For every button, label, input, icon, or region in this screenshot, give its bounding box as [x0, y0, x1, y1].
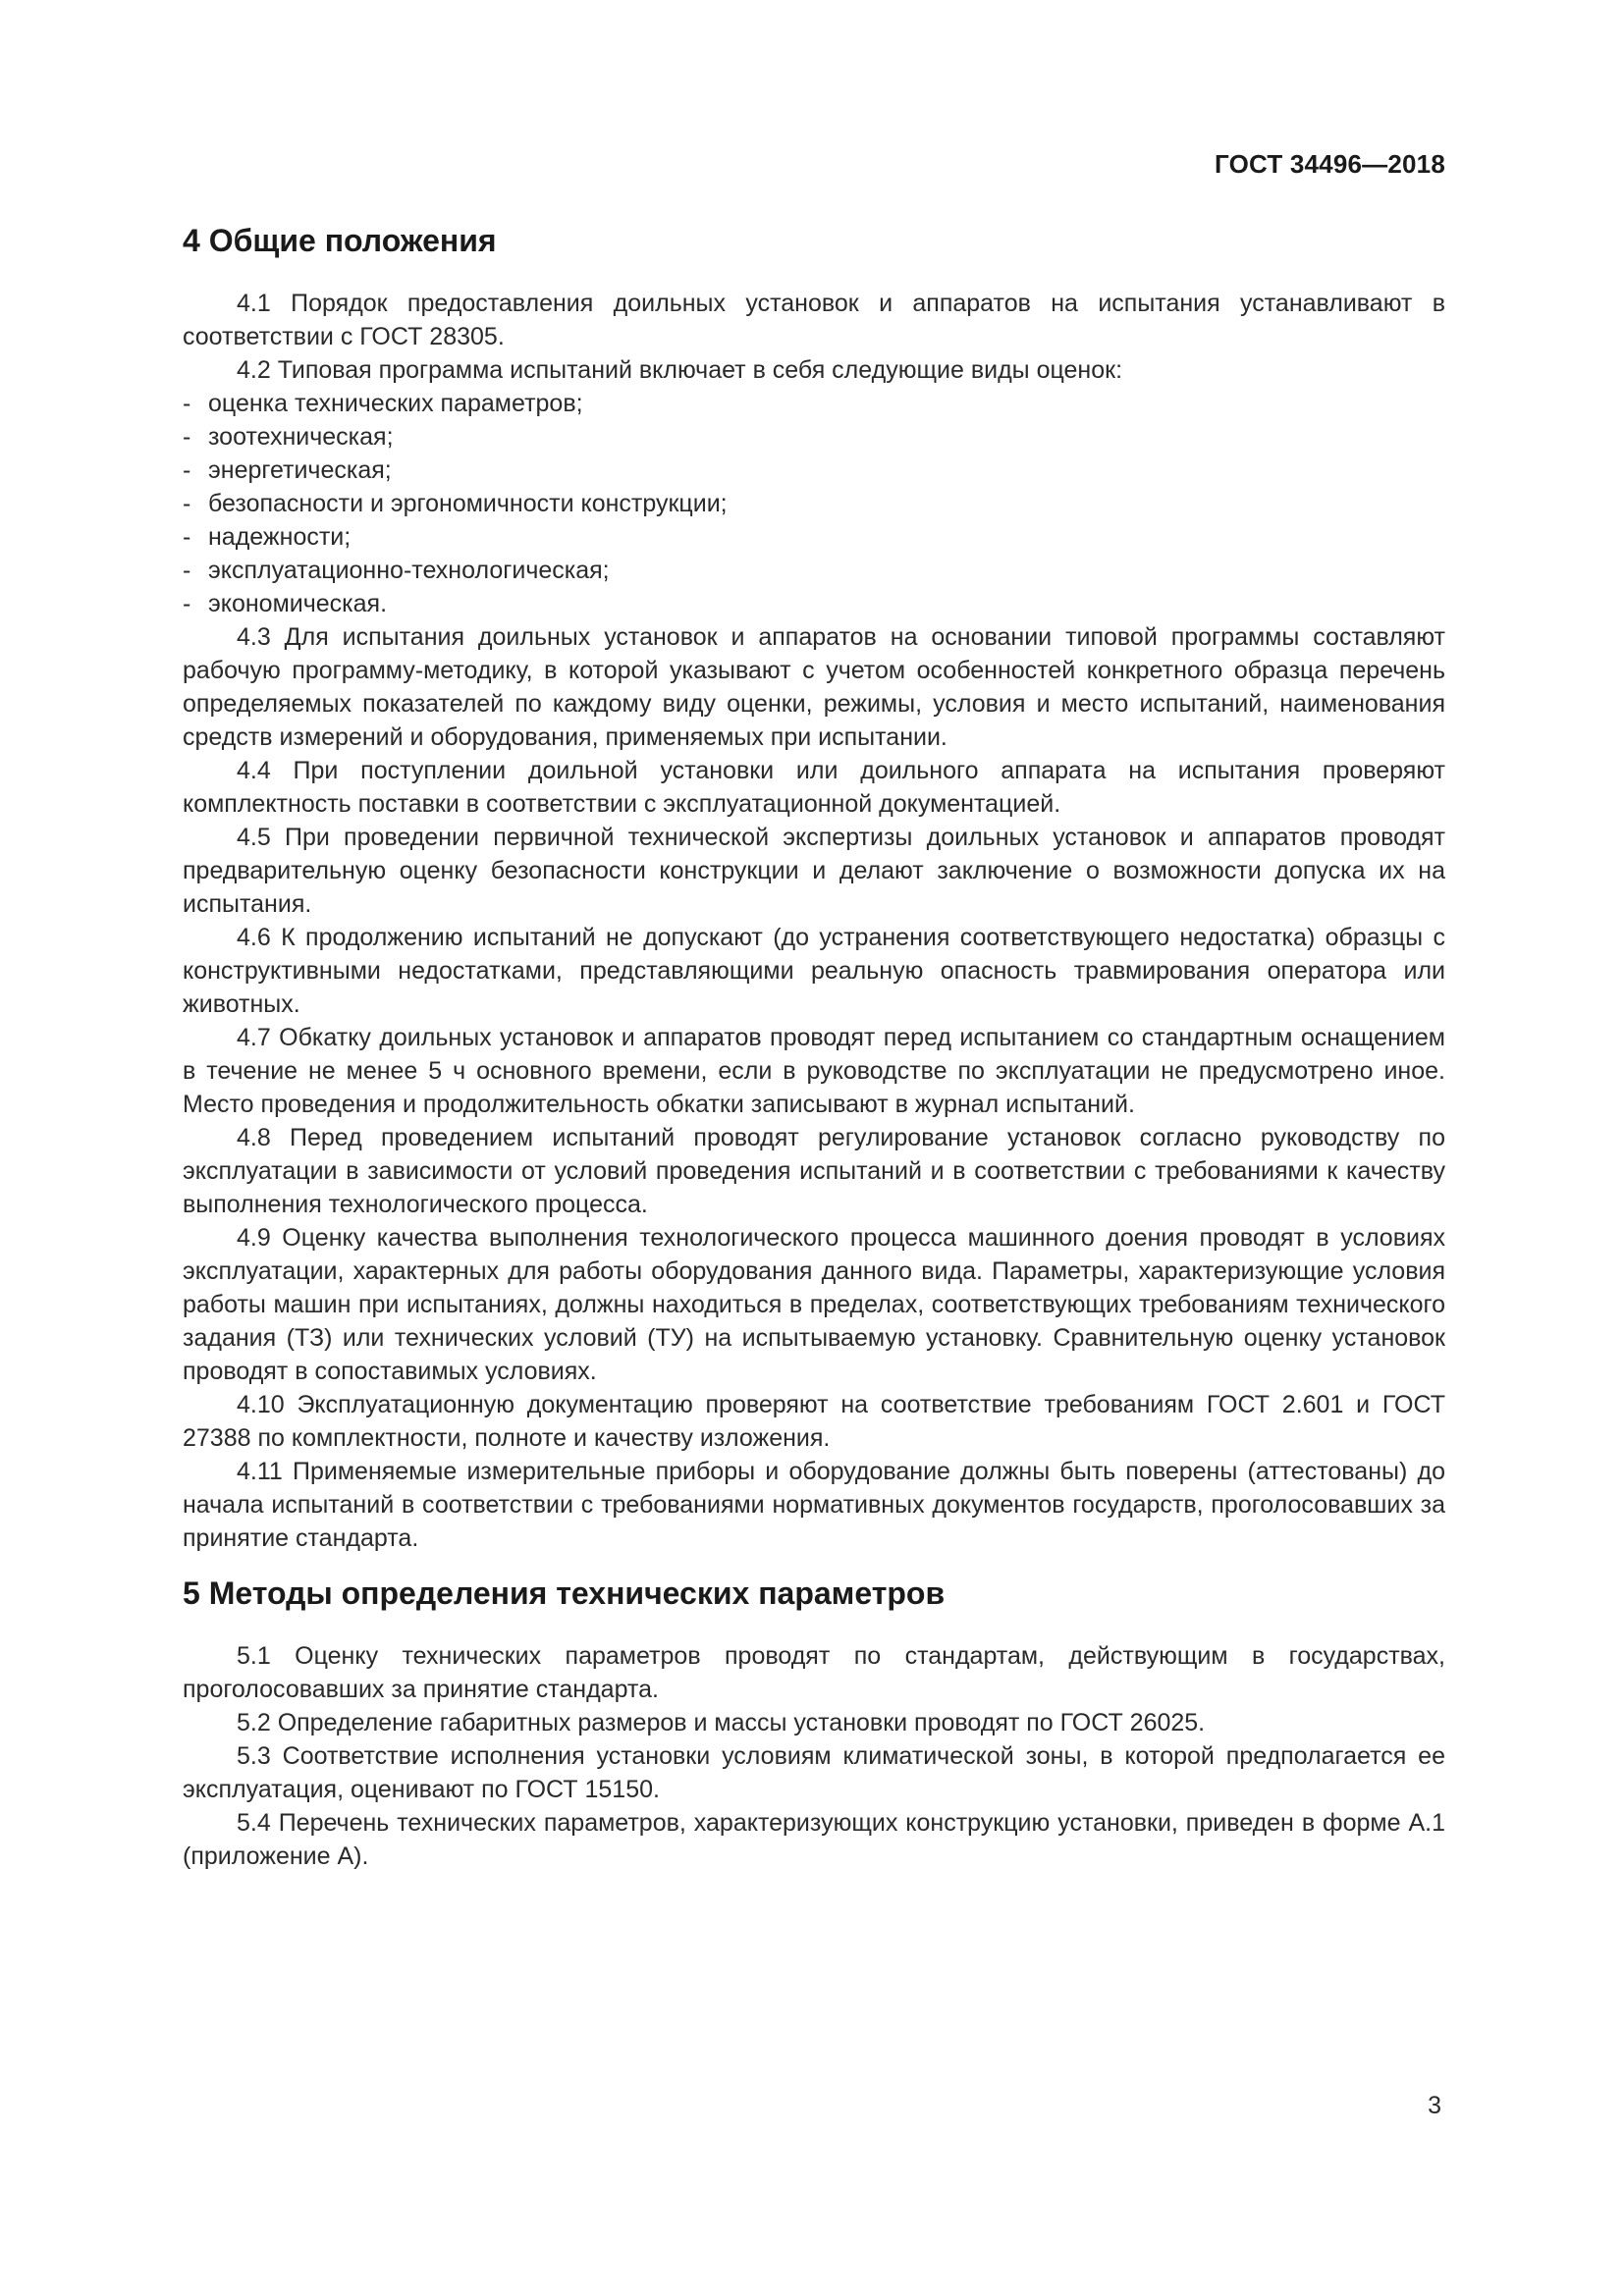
list-item: - энергетическая;: [183, 454, 1445, 487]
paragraph-4-3: 4.3 Для испытания доильных установок и аппаратов на основании типовой программы составляют рабочую программу-методику, в которой указывают с учетом особенностей конкретного образца перечень определяемых показателей по каждому виду оценки, режимы, условия и место испытаний, наименования средств измерений и оборудования, применяемых при испытании.: [183, 623, 1445, 751]
paragraph-4-4: 4.4 При поступлении доильной установки или доильного аппарата на испытания проверяют комплектность поставки в соответствии с эксплуатационной документацией.: [183, 757, 1445, 818]
section-5-title: 5 Методы определения технических параметров: [183, 1575, 946, 1611]
list-item: - надежности;: [183, 520, 1445, 554]
paragraph-4-5: 4.5 При проведении первичной технической экспертизы доильных установок и аппаратов проводят предварительную оценку безопасности конструкции и делают заключение о возможности допуска их на испытания.: [183, 824, 1445, 918]
list-dash: -: [183, 456, 191, 484]
list-item: - безопасности и эргономичности конструкции;: [183, 487, 1445, 520]
paragraph-4-2: 4.2 Типовая программа испытаний включает в себя следующие виды оценок:: [237, 356, 1123, 384]
paragraph-4-10: 4.10 Эксплуатационную документацию проверяют на соответствие требованиям ГОСТ 2.601 и ГОСТ 27388 по комплектности, полноте и качеству изложения.: [183, 1391, 1445, 1452]
list-dash: -: [183, 490, 191, 517]
paragraph-4-11: 4.11 Применяемые измерительные приборы и оборудование должны быть поверены (аттестованы) до начала испытаний в соответствии с требованиями нормативных документов государств, проголосовавших за принятие стандарта.: [183, 1458, 1445, 1552]
list-dash: -: [183, 390, 191, 417]
section-4-title: 4 Общие положения: [183, 223, 497, 258]
list-item: - экономическая.: [183, 587, 1445, 620]
list-dash: -: [183, 557, 191, 584]
paragraph-5-3: 5.3 Соответствие исполнения установки условиям климатической зоны, в которой предполагается ее эксплуатация, оценивают по ГОСТ 15150.: [183, 1742, 1445, 1803]
paragraph-4-1: 4.1 Порядок предоставления доильных установок и аппаратов на испытания устанавливают в соответствии с ГОСТ 28305.: [183, 290, 1445, 350]
list-item: - оценка технических параметров;: [183, 387, 1445, 420]
document-code: ГОСТ 34496—2018: [1215, 149, 1445, 179]
list-dash: -: [183, 423, 191, 451]
list-dash: -: [183, 523, 191, 551]
paragraph-5-4: 5.4 Перечень технических параметров, характеризующих конструкцию установки, приведен в форме А.1 (приложение А).: [183, 1809, 1445, 1870]
list-item: - зоотехническая;: [183, 420, 1445, 454]
section-5: [183, 1571, 1445, 1873]
paragraph-4-8: 4.8 Перед проведением испытаний проводят регулирование установок согласно руководству по эксплуатации в зависимости от условий проведения испытаний и в соответствии с требованиями к качеству выполнения технологического процесса.: [183, 1124, 1445, 1218]
list-dash: -: [183, 590, 191, 617]
paragraph-4-9: 4.9 Оценку качества выполнения технологического процесса машинного доения проводят в условиях эксплуатации, характерных для работы оборудования данного вида. Параметры, характеризующие условия работы машин при испытаниях, должны находиться в пределах, соответствующих требованиям технического задания (ТЗ) или технических условий (ТУ) на испытываемую установку. Сравнительную оценку установок проводят в сопоставимых условиях.: [183, 1224, 1445, 1385]
paragraph-5-1: 5.1 Оценку технических параметров проводят по стандартам, действующим в государствах, проголосовавших за принятие стандарта.: [183, 1642, 1445, 1703]
evaluation-types-list: [183, 387, 1445, 620]
page-number: 3: [1428, 2092, 1441, 2119]
paragraph-5-2: 5.2 Определение габаритных размеров и массы установки проводят по ГОСТ 26025.: [237, 1709, 1206, 1736]
list-item: - эксплуатационно-технологическая;: [183, 554, 1445, 587]
paragraph-4-7: 4.7 Обкатку доильных установок и аппаратов проводят перед испытанием со стандартным оснащением в течение не менее 5 ч основного времени, если в руководстве по эксплуатации не предусмотрено иное. Место проведения и продолжительность обкатки записывают в журнал испытаний.: [183, 1024, 1445, 1118]
paragraph-4-6: 4.6 К продолжению испытаний не допускают (до устранения соответствующего недостатка) образцы с конструктивными недостатками, представляющими реальную опасность травмирования оператора или животных.: [183, 924, 1445, 1018]
section-4: [183, 218, 1445, 1555]
